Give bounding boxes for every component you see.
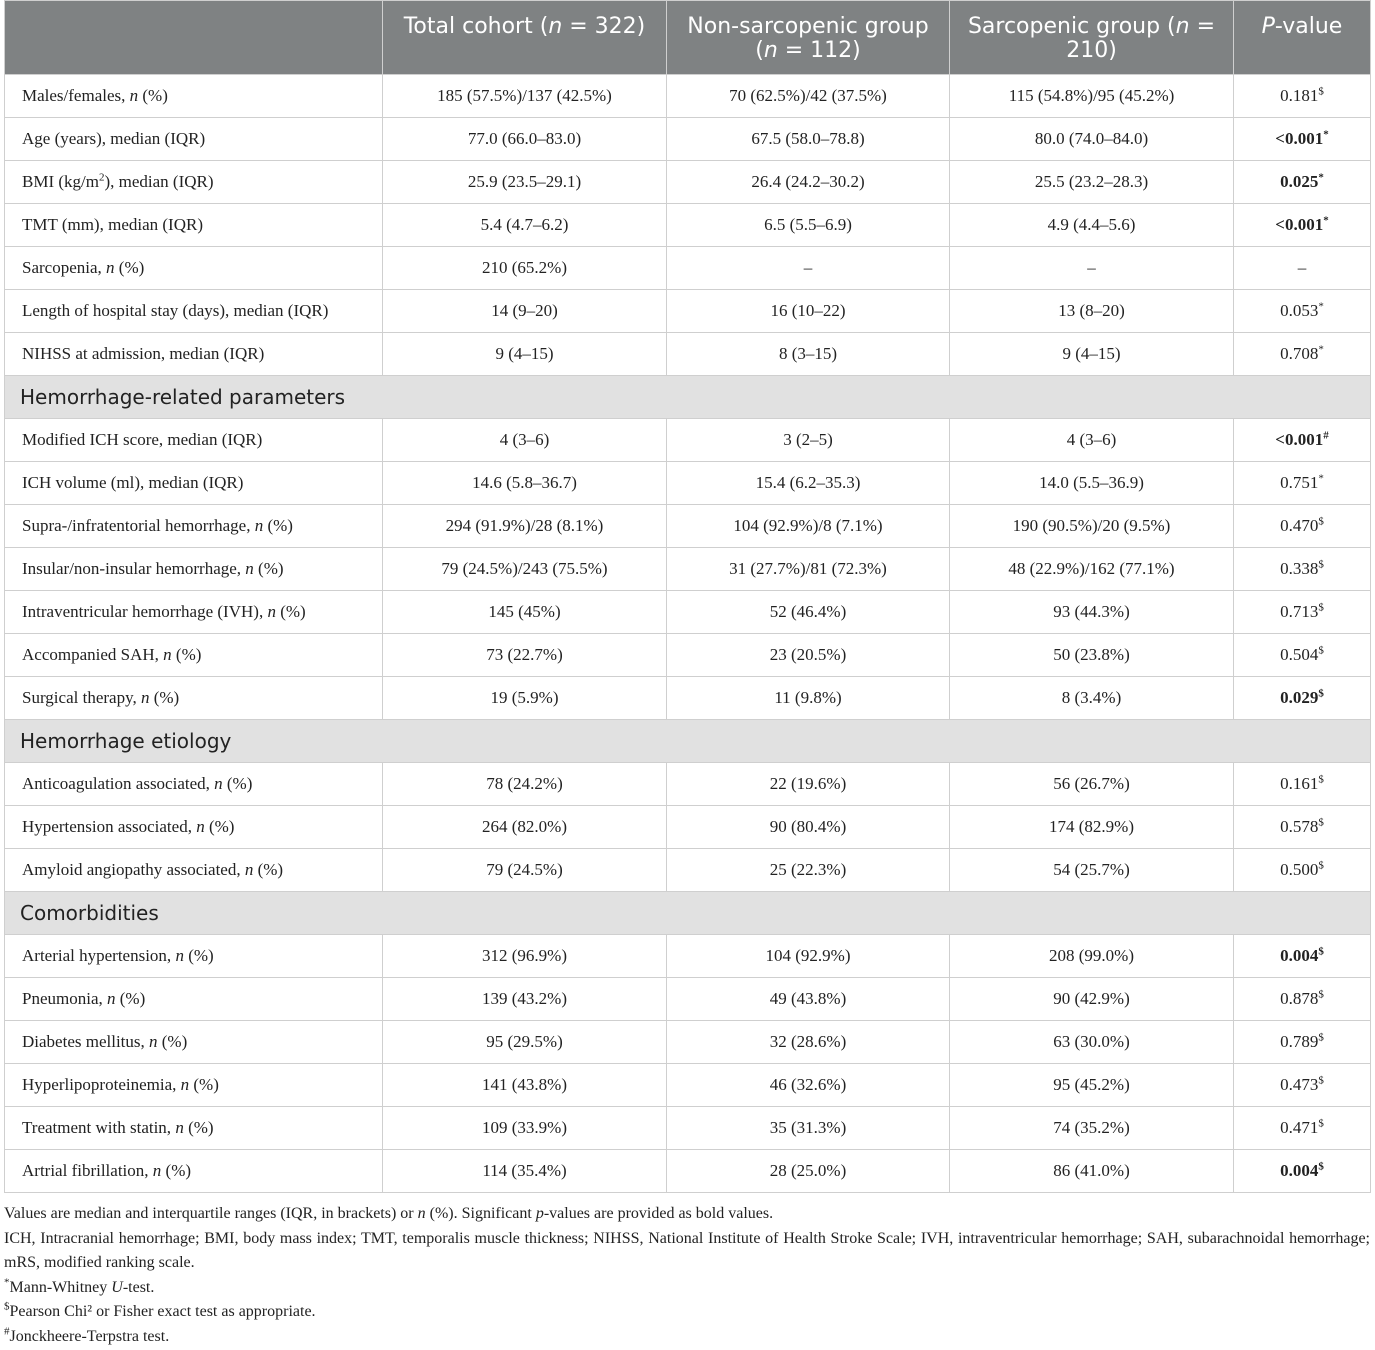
table-row xyxy=(5,634,1371,677)
cell-non-sarcopenic: 90 (80.4%) xyxy=(667,806,950,849)
row-label: Surgical therapy, n (%) xyxy=(5,677,383,720)
row-label: Hypertension associated, n (%) xyxy=(5,806,383,849)
cell-sarcopenic: 86 (41.0%) xyxy=(950,1150,1234,1193)
row-label: Insular/non-insular hemorrhage, n (%) xyxy=(5,548,383,591)
cell-p-value: 0.504$ xyxy=(1234,634,1371,677)
cell-non-sarcopenic: 70 (62.5%)/42 (37.5%) xyxy=(667,75,950,118)
cell-p-value: 0.470$ xyxy=(1234,505,1371,548)
test-marker: $ xyxy=(1318,558,1324,571)
cell-p-value: <0.001* xyxy=(1234,204,1371,247)
row-label: Age (years), median (IQR) xyxy=(5,118,383,161)
test-marker: $ xyxy=(1318,687,1324,700)
cell-total-cohort: 5.4 (4.7–6.2) xyxy=(383,204,667,247)
cell-non-sarcopenic: 3 (2–5) xyxy=(667,419,950,462)
cell-total-cohort: 14.6 (5.8–36.7) xyxy=(383,462,667,505)
cell-non-sarcopenic: 25 (22.3%) xyxy=(667,849,950,892)
cell-sarcopenic: 4 (3–6) xyxy=(950,419,1234,462)
cell-non-sarcopenic: 22 (19.6%) xyxy=(667,763,950,806)
cell-p-value: 0.053* xyxy=(1234,290,1371,333)
cell-non-sarcopenic: 11 (9.8%) xyxy=(667,677,950,720)
cell-p-value: 0.789$ xyxy=(1234,1021,1371,1064)
row-label: Accompanied SAH, n (%) xyxy=(5,634,383,677)
header-non-sarcopenic: Non-sarcopenic group (n = 112) xyxy=(667,1,950,75)
cell-total-cohort: 145 (45%) xyxy=(383,591,667,634)
test-marker: $ xyxy=(1318,85,1324,98)
cell-total-cohort: 4 (3–6) xyxy=(383,419,667,462)
row-label: Anticoagulation associated, n (%) xyxy=(5,763,383,806)
table-row xyxy=(5,806,1371,849)
row-label: TMT (mm), median (IQR) xyxy=(5,204,383,247)
cell-total-cohort: 294 (91.9%)/28 (8.1%) xyxy=(383,505,667,548)
test-marker: * xyxy=(1318,171,1324,184)
cell-total-cohort: 95 (29.5%) xyxy=(383,1021,667,1064)
table-row xyxy=(5,333,1371,376)
cell-p-value: 0.713$ xyxy=(1234,591,1371,634)
row-label: Treatment with statin, n (%) xyxy=(5,1107,383,1150)
cell-sarcopenic: 93 (44.3%) xyxy=(950,591,1234,634)
cell-sarcopenic: 54 (25.7%) xyxy=(950,849,1234,892)
test-marker: $ xyxy=(1318,773,1324,786)
section-title: Hemorrhage etiology xyxy=(5,720,1371,763)
cell-total-cohort: 79 (24.5%)/243 (75.5%) xyxy=(383,548,667,591)
cell-p-value: 0.878$ xyxy=(1234,978,1371,1021)
table-container xyxy=(4,0,1370,1193)
header-empty xyxy=(5,1,383,75)
row-label: Diabetes mellitus, n (%) xyxy=(5,1021,383,1064)
cell-p-value: – xyxy=(1234,247,1371,290)
cell-p-value: 0.471$ xyxy=(1234,1107,1371,1150)
table-header-row xyxy=(5,1,1371,75)
table-row xyxy=(5,935,1371,978)
cell-p-value: 0.161$ xyxy=(1234,763,1371,806)
cell-total-cohort: 210 (65.2%) xyxy=(383,247,667,290)
row-label: BMI $(kg/m^2)$, median (IQR) xyxy=(5,161,383,204)
test-marker: # xyxy=(1323,429,1329,442)
cell-total-cohort: 109 (33.9%) xyxy=(383,1107,667,1150)
cell-p-value: 0.181$ xyxy=(1234,75,1371,118)
table-row xyxy=(5,419,1371,462)
cell-sarcopenic: 8 (3.4%) xyxy=(950,677,1234,720)
table-row xyxy=(5,548,1371,591)
table-row xyxy=(5,677,1371,720)
cell-sarcopenic: 174 (82.9%) xyxy=(950,806,1234,849)
table-row xyxy=(5,505,1371,548)
cell-sarcopenic: 190 (90.5%)/20 (9.5%) xyxy=(950,505,1234,548)
test-marker: $ xyxy=(1318,1160,1324,1173)
row-label: Intraventricular hemorrhage (IVH), n (%) xyxy=(5,591,383,634)
note-abbreviations: ICH, Intracranial hemorrhage; BMI, body mass index; TMT, temporalis muscle thickness; NIHSS, National Institute of Health Stroke Scale; IVH, intraventricular hemorrhage; SAH, subarachnoidal hemorrhage; mRS, modified ranking scale. xyxy=(4,1229,1370,1271)
test-marker: $ xyxy=(1318,945,1324,958)
cell-p-value: <0.001# xyxy=(1234,419,1371,462)
table-row xyxy=(5,161,1371,204)
cell-non-sarcopenic: 49 (43.8%) xyxy=(667,978,950,1021)
cell-sarcopenic: 25.5 (23.2–28.3) xyxy=(950,161,1234,204)
cell-sarcopenic: 90 (42.9%) xyxy=(950,978,1234,1021)
test-marker: $ xyxy=(1318,1031,1324,1044)
table-row xyxy=(5,763,1371,806)
cell-sarcopenic: 74 (35.2%) xyxy=(950,1107,1234,1150)
row-label: Sarcopenia, n (%) xyxy=(5,247,383,290)
cell-non-sarcopenic: 46 (32.6%) xyxy=(667,1064,950,1107)
table-row xyxy=(5,462,1371,505)
cell-sarcopenic: – xyxy=(950,247,1234,290)
cell-total-cohort: 185 (57.5%)/137 (42.5%) xyxy=(383,75,667,118)
cell-total-cohort: 78 (24.2%) xyxy=(383,763,667,806)
test-marker: $ xyxy=(1318,988,1324,1001)
row-label: Arterial hypertension, n (%) xyxy=(5,935,383,978)
data-table xyxy=(4,0,1371,1193)
cell-total-cohort: 77.0 (66.0–83.0) xyxy=(383,118,667,161)
test-marker: $ xyxy=(1318,601,1324,614)
row-label: ICH volume (ml), median (IQR) xyxy=(5,462,383,505)
cell-total-cohort: 312 (96.9%) xyxy=(383,935,667,978)
cell-total-cohort: 264 (82.0%) xyxy=(383,806,667,849)
table-row xyxy=(5,118,1371,161)
test-marker: $ xyxy=(1318,515,1324,528)
note-values: Values are median and interquartile ranges (IQR, in brackets) or n (%). Significant p-values are provided as bold values. xyxy=(4,1205,774,1222)
note-jonckheere: #Jonckheere-Terpstra test. xyxy=(4,1325,170,1345)
cell-non-sarcopenic: – xyxy=(667,247,950,290)
cell-p-value: 0.473$ xyxy=(1234,1064,1371,1107)
cell-total-cohort: 19 (5.9%) xyxy=(383,677,667,720)
cell-p-value: 0.338$ xyxy=(1234,548,1371,591)
cell-total-cohort: 139 (43.2%) xyxy=(383,978,667,1021)
cell-p-value: 0.004$ xyxy=(1234,1150,1371,1193)
header-sarcopenic: Sarcopenic group (n = 210) xyxy=(950,1,1234,75)
test-marker: * xyxy=(1318,300,1324,313)
cell-total-cohort: 79 (24.5%) xyxy=(383,849,667,892)
row-label: NIHSS at admission, median (IQR) xyxy=(5,333,383,376)
section-row xyxy=(5,376,1371,419)
row-label: Supra-/infratentorial hemorrhage, n (%) xyxy=(5,505,383,548)
cell-total-cohort: 14 (9–20) xyxy=(383,290,667,333)
test-marker: $ xyxy=(1318,816,1324,829)
row-label: Pneumonia, n (%) xyxy=(5,978,383,1021)
cell-total-cohort: 141 (43.8%) xyxy=(383,1064,667,1107)
cell-sarcopenic: 63 (30.0%) xyxy=(950,1021,1234,1064)
cell-non-sarcopenic: 6.5 (5.5–6.9) xyxy=(667,204,950,247)
cell-sarcopenic: 14.0 (5.5–36.9) xyxy=(950,462,1234,505)
row-label: Hyperlipoproteinemia, n (%) xyxy=(5,1064,383,1107)
row-label: Artrial fibrillation, n (%) xyxy=(5,1150,383,1193)
cell-p-value: 0.025* xyxy=(1234,161,1371,204)
test-marker: $ xyxy=(1318,1074,1324,1087)
cell-p-value: 0.751* xyxy=(1234,462,1371,505)
test-marker: $ xyxy=(1318,859,1324,872)
section-title: Comorbidities xyxy=(5,892,1371,935)
cell-sarcopenic: 95 (45.2%) xyxy=(950,1064,1234,1107)
cell-non-sarcopenic: 104 (92.9%)/8 (7.1%) xyxy=(667,505,950,548)
cell-p-value: 0.708* xyxy=(1234,333,1371,376)
section-row xyxy=(5,720,1371,763)
cell-non-sarcopenic: 16 (10–22) xyxy=(667,290,950,333)
cell-sarcopenic: 208 (99.0%) xyxy=(950,935,1234,978)
row-label: Amyloid angiopathy associated, n (%) xyxy=(5,849,383,892)
test-marker: * xyxy=(1318,343,1324,356)
cell-sarcopenic: 13 (8–20) xyxy=(950,290,1234,333)
test-marker: * xyxy=(1318,472,1324,485)
table-row xyxy=(5,1064,1371,1107)
header-p-value: P-value xyxy=(1234,1,1371,75)
cell-p-value: 0.029$ xyxy=(1234,677,1371,720)
row-label: Modified ICH score, median (IQR) xyxy=(5,419,383,462)
test-marker: $ xyxy=(1318,1117,1324,1130)
cell-sarcopenic: 48 (22.9%)/162 (77.1%) xyxy=(950,548,1234,591)
cell-p-value: 0.004$ xyxy=(1234,935,1371,978)
table-body xyxy=(5,75,1371,1193)
cell-non-sarcopenic: 35 (31.3%) xyxy=(667,1107,950,1150)
row-label: Length of hospital stay (days), median (IQR) xyxy=(5,290,383,333)
header-total-cohort: Total cohort (n = 322) xyxy=(383,1,667,75)
table-row xyxy=(5,1021,1371,1064)
cell-non-sarcopenic: 28 (25.0%) xyxy=(667,1150,950,1193)
table-row xyxy=(5,204,1371,247)
table-row xyxy=(5,247,1371,290)
table-row xyxy=(5,978,1371,1021)
cell-sarcopenic: 9 (4–15) xyxy=(950,333,1234,376)
cell-non-sarcopenic: 31 (27.7%)/81 (72.3%) xyxy=(667,548,950,591)
test-marker: $ xyxy=(1318,644,1324,657)
cell-non-sarcopenic: 67.5 (58.0–78.8) xyxy=(667,118,950,161)
table-row xyxy=(5,591,1371,634)
cell-sarcopenic: 80.0 (74.0–84.0) xyxy=(950,118,1234,161)
note-mann-whitney: *Mann-Whitney U-test. xyxy=(4,1276,155,1296)
cell-p-value: 0.578$ xyxy=(1234,806,1371,849)
test-marker: * xyxy=(1323,214,1329,227)
table-row xyxy=(5,1150,1371,1193)
table-row xyxy=(5,290,1371,333)
cell-sarcopenic: 4.9 (4.4–5.6) xyxy=(950,204,1234,247)
table-row xyxy=(5,1107,1371,1150)
cell-non-sarcopenic: 52 (46.4%) xyxy=(667,591,950,634)
section-row xyxy=(5,892,1371,935)
cell-sarcopenic: 56 (26.7%) xyxy=(950,763,1234,806)
note-pearson: $Pearson Chi² or Fisher exact test as appropriate. xyxy=(4,1300,316,1320)
cell-non-sarcopenic: 23 (20.5%) xyxy=(667,634,950,677)
cell-total-cohort: 9 (4–15) xyxy=(383,333,667,376)
table-row xyxy=(5,75,1371,118)
cell-p-value: 0.500$ xyxy=(1234,849,1371,892)
cell-total-cohort: 25.9 (23.5–29.1) xyxy=(383,161,667,204)
test-marker: * xyxy=(1323,128,1329,141)
section-title: Hemorrhage-related parameters xyxy=(5,376,1371,419)
cell-sarcopenic: 115 (54.8%)/95 (45.2%) xyxy=(950,75,1234,118)
cell-total-cohort: 73 (22.7%) xyxy=(383,634,667,677)
table-row xyxy=(5,849,1371,892)
cell-non-sarcopenic: 15.4 (6.2–35.3) xyxy=(667,462,950,505)
cell-total-cohort: 114 (35.4%) xyxy=(383,1150,667,1193)
cell-non-sarcopenic: 26.4 (24.2–30.2) xyxy=(667,161,950,204)
row-label: Males/females, n (%) xyxy=(5,75,383,118)
cell-non-sarcopenic: 104 (92.9%) xyxy=(667,935,950,978)
cell-non-sarcopenic: 8 (3–15) xyxy=(667,333,950,376)
cell-non-sarcopenic: 32 (28.6%) xyxy=(667,1021,950,1064)
cell-sarcopenic: 50 (23.8%) xyxy=(950,634,1234,677)
cell-p-value: <0.001* xyxy=(1234,118,1371,161)
table-footnotes xyxy=(4,1202,1370,1349)
